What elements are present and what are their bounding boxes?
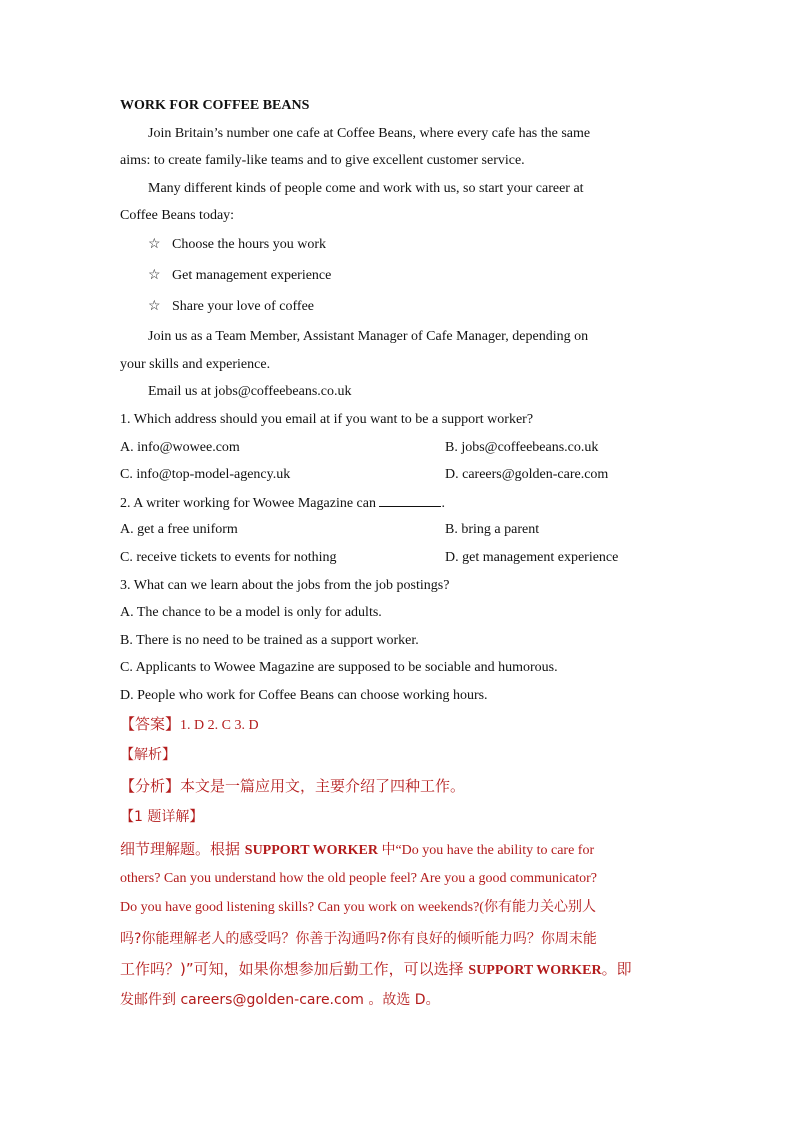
answer-label: 【答案】 [120, 715, 181, 733]
detail-label: 【1 题详解】 [120, 809, 204, 825]
question-3-option-d: D. People who work for Coffee Beans can choose working hours. [120, 688, 488, 703]
bullet-item: ☆ Share your love of coffee [148, 299, 315, 314]
analysis-label: 【解析】 [120, 747, 176, 763]
detail-line: 吗?你能理解老人的感受吗？你善于沟通吗?你有良好的倾听能力吗？你周末能 [120, 931, 597, 947]
answer-line [120, 714, 259, 736]
fenxi-label: 【分析】 [120, 777, 181, 795]
question-1-option-a: A. info@wowee.com [120, 440, 240, 455]
detail-line: 发邮件到 careers@golden-care.com 。故选 D。 [120, 992, 440, 1008]
question-3-option-b: B. There is no need to be trained as a support worker. [120, 633, 419, 648]
question-3-stem: 3. What can we learn about the jobs from the job postings? [120, 578, 450, 593]
question-1-option-b: B. jobs@coffeebeans.co.uk [445, 440, 599, 455]
passage-paragraph: Join Britain’s number one cafe at Coffee Beans, where every cafe has the same [148, 126, 591, 141]
question-3-option-a: A. The chance to be a model is only for adults. [120, 605, 382, 620]
passage-paragraph: Join us as a Team Member, Assistant Manager of Cafe Manager, depending on [148, 329, 589, 344]
fenxi-line [120, 776, 465, 798]
answer-blank [379, 494, 441, 507]
question-1-option-c: C. info@top-model-agency.uk [120, 467, 291, 482]
passage-paragraph: aims: to create family-like teams and to give excellent customer service. [120, 153, 525, 168]
question-2-option-c: C. receive tickets to events for nothing [120, 550, 337, 565]
star-outline-icon: ☆ [148, 299, 161, 314]
question-1-stem: 1. Which address should you email at if you want to be a support worker? [120, 412, 534, 427]
detail-line: 细节理解题。根据 SUPPORT WORKER 中“Do you have the ability to care for [120, 840, 595, 858]
detail-line: others? Can you understand how the old people feel? Are you a good communicator? [120, 871, 598, 886]
bullet-item: ☆ Choose the hours you work [148, 237, 326, 252]
detail-line: Do you have good listening skills? Can you work on weekends?(你有能力关心别人 [120, 900, 596, 915]
star-outline-icon: ☆ [148, 237, 161, 252]
passage-email-line: Email us at jobs@coffeebeans.co.uk [148, 384, 352, 399]
question-2-option-d: D. get management experience [445, 550, 619, 565]
passage-paragraph: Many different kinds of people come and work with us, so start your career at [148, 181, 584, 196]
question-2-option-b: B. bring a parent [445, 522, 540, 537]
bullet-item: ☆ Get management experience [148, 268, 332, 283]
fenxi-text: 本文是一篇应用文，主要介绍了四种工作。 [180, 777, 466, 795]
answer-values: 1. D 2. C 3. D [180, 718, 259, 733]
detail-line: 工作吗？)”可知，如果你想参加后勤工作，可以选择 SUPPORT WORKER。即 [120, 960, 632, 978]
star-outline-icon: ☆ [148, 268, 161, 283]
question-3-option-c: C. Applicants to Wowee Magazine are supposed to be sociable and humorous. [120, 660, 558, 675]
passage-paragraph: your skills and experience. [120, 357, 271, 372]
question-2-option-a: A. get a free uniform [120, 522, 238, 537]
question-2-stem: 2. A writer working for Wowee Magazine can . [120, 496, 445, 511]
passage-title: WORK FOR COFFEE BEANS [120, 98, 310, 113]
passage-paragraph: Coffee Beans today: [120, 208, 235, 223]
question-1-option-d: D. careers@golden-care.com [445, 467, 609, 482]
